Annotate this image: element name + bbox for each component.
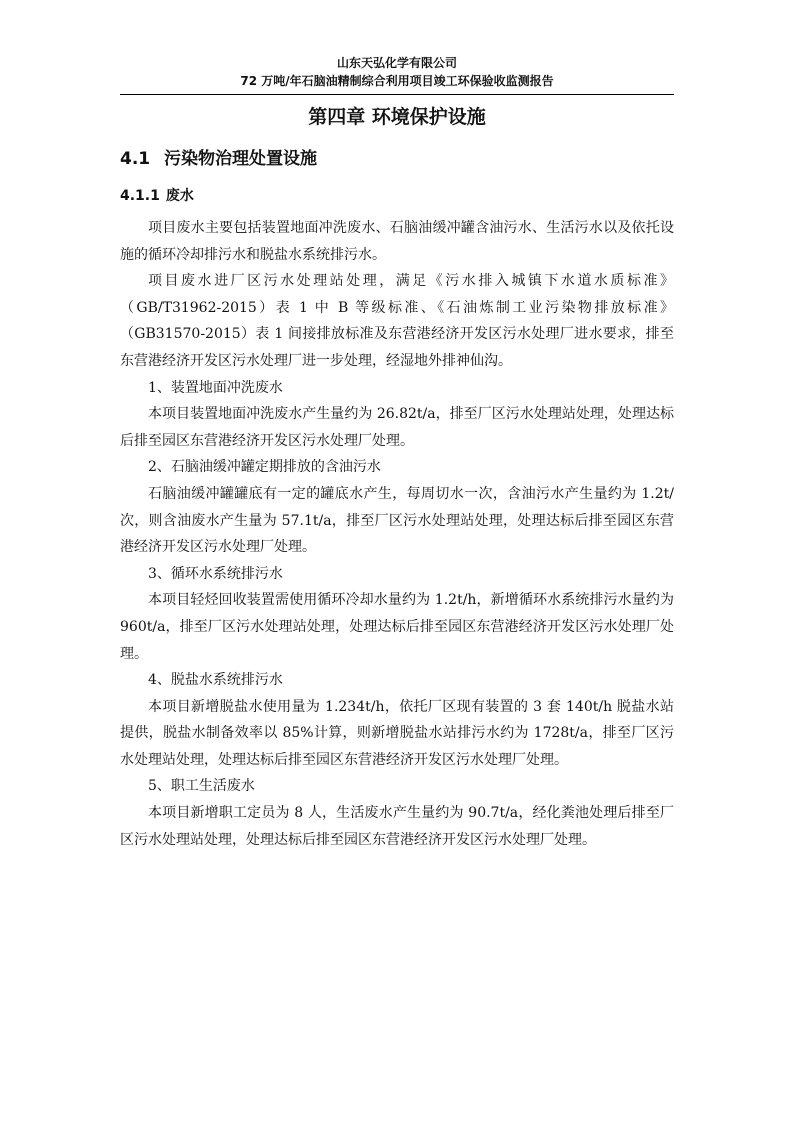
header-divider [120,94,674,95]
subsection-title: 废水 [165,188,194,204]
body-text [120,215,674,853]
subsection-heading [120,186,194,206]
section-number: 4.1 [120,149,151,169]
list-item-heading: 5、职工生活废水 [148,778,255,795]
section-heading [120,147,317,171]
paragraph: 本项目新增脱盐水使用量为 1.234t/h，依托厂区现有装置的 3 套 140t/h 脱盐水站提供，脱盐水制备效率以 85%计算，则新增脱盐水站排污水约为 1728t/a，排至厂区污水处理站处理，处理达标后排至园区东营港经济开发区污水处理厂处理。 [120,698,674,768]
header-report-title: 72 万吨/年石脑油精制综合利用项目竣工环保验收监测报告 [240,74,554,88]
header-company: 山东天弘化学有限公司 [336,56,457,70]
paragraph: 石脑油缓冲罐罐底有一定的罐底水产生，每周切水一次，含油污水产生量约为 1.2t/次，则含油废水产生量为 57.1t/a，排至厂区污水处理站处理，处理达标后排至园区东营港经济开发区污水处理厂处理。 [120,485,674,556]
paragraph: 本项目新增职工定员为 8 人，生活废水产生量约为 90.7t/a，经化粪池处理后排至厂区污水处理站处理，处理达标后排至园区东营港经济开发区污水处理厂处理。 [120,805,674,848]
running-header [120,54,674,90]
paragraph: 项目废水主要包括装置地面冲洗废水、石脑油缓冲罐含油污水、生活污水以及依托设施的循环冷却排污水和脱盐水系统排污水。 [120,220,674,263]
paragraph: 本项目装置地面冲洗废水产生量约为 26.82t/a，排至厂区污水处理站处理，处理达标后排至园区东营港经济开发区污水处理厂处理。 [120,406,674,449]
list-item-heading: 2、石脑油缓冲罐定期排放的含油污水 [148,459,381,476]
paragraph: 本项目轻烃回收装置需使用循环冷却水量约为 1.2t/h，新增循环水系统排污水量约为 960t/a，排至厂区污水处理站处理，处理达标后排至园区东营港经济开发区污水处理厂处理。 [120,592,674,662]
paragraph: 项目废水进厂区污水处理站处理，满足《污水排入城镇下水道水质标准》（GB/T31962-2015）表 1 中 B 等级标准、《石油炼制工业污染物排放标准》（GB31570-2015）表 1 间接排放标准及东营港经济开发区污水处理厂进水要求，排至东营港经济开发区污水处理厂进一步处理，经湿地外排神仙沟。 [120,273,674,369]
subsection-number: 4.1.1 [120,188,160,204]
list-item-heading: 1、装置地面冲洗废水 [148,379,283,396]
section-title: 污染物治理处置设施 [164,149,317,169]
list-item-heading: 4、脱盐水系统排污水 [148,672,283,689]
chapter-title: 第四章 环境保护设施 [308,106,486,128]
list-item-heading: 3、循环水系统排污水 [148,565,283,582]
